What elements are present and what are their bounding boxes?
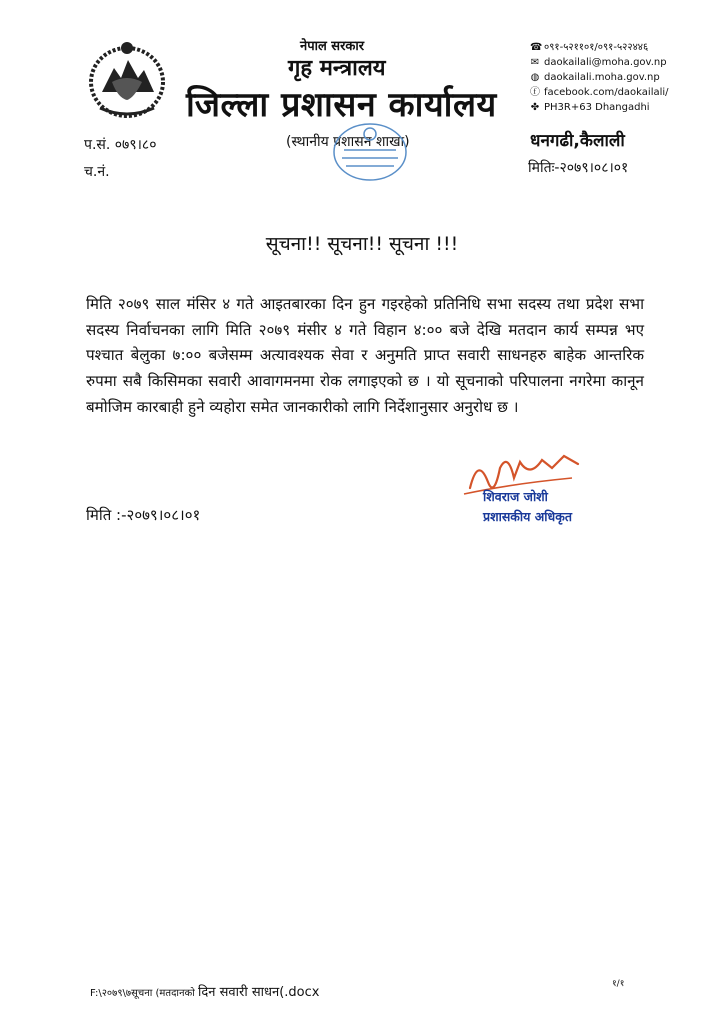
contact-list bbox=[530, 40, 669, 115]
notice-date: मिति :-२०७९।०८।०१ bbox=[86, 506, 201, 524]
contact-text: PH3R+63 Dhangadhi bbox=[544, 102, 650, 113]
office-name: जिल्ला प्रशासन कार्यालय bbox=[186, 85, 497, 125]
signer-name: शिवराज जोशी bbox=[483, 489, 548, 504]
contact-facebook bbox=[530, 85, 669, 100]
web-icon: ◍ bbox=[530, 72, 540, 83]
signer-title: प्रशासकीय अधिकृत bbox=[483, 509, 572, 524]
contact-text: daokailali.moha.gov.np bbox=[544, 72, 660, 83]
branch-name: (स्थानीय प्रशासन शाखा) bbox=[286, 134, 410, 150]
file-path-name: दिन सवारी साधन(.docx bbox=[198, 985, 320, 1000]
contact-email bbox=[530, 55, 669, 70]
notice-body: मिति २०७९ साल मंसिर ४ गते आइतबारका दिन हुन गइरहेको प्रतिनिधि सभा सदस्य तथा प्रदेश सभा सदस्य निर्वाचनका लागि मिति २०७९ मंसीर ४ गते विहान ४:०० बजे देखि मतदान कार्य सम्पन्न भए पश्चात बेलुका ७:०० बजेसम्म अत्यावश्यक सेवा र अनुमति प्राप्त सवारी साधनहरु बाहेक आन्तरिक रुपमा सबै किसिमका सवारी आवागमनमा रोक लगाइएको छ । यो सूचनाको परिपालना नगरेमा कानून बमोजिम कारबाही हुने व्यहोरा समेत जानकारीको लागि निर्देशानुसार अनुरोध छ । bbox=[86, 295, 644, 416]
ministry-name: गृह मन्त्रालय bbox=[288, 56, 386, 81]
office-stamp bbox=[330, 120, 410, 184]
facebook-icon: ⓕ bbox=[530, 87, 540, 98]
file-path-prefix: F:\२०७९\७सूचना (मतदानको bbox=[90, 988, 195, 999]
office-location: धनगढी,कैलाली bbox=[530, 131, 625, 151]
file-path bbox=[90, 982, 319, 1000]
contact-text: ०९१-५२११०१/०९१-५२२४४६ bbox=[544, 42, 649, 53]
letter-date: मितिः-२०७९।०८।०१ bbox=[528, 160, 629, 176]
phone-icon: ☎ bbox=[530, 42, 543, 53]
contact-phone bbox=[530, 40, 669, 55]
contact-text: daokailali@moha.gov.np bbox=[544, 57, 667, 68]
plus-code-icon: ✤ bbox=[530, 102, 540, 113]
reference-number: प.सं. ०७९।८० bbox=[84, 137, 157, 153]
nepal-emblem bbox=[88, 38, 166, 120]
government-name: नेपाल सरकार bbox=[300, 39, 365, 54]
notice-heading: सूचना!! सूचना!! सूचना !!! bbox=[265, 233, 459, 255]
email-icon: ✉ bbox=[530, 57, 540, 68]
contact-text: facebook.com/daokailali/ bbox=[544, 87, 669, 98]
contact-plus-code bbox=[530, 100, 669, 115]
contact-website bbox=[530, 70, 669, 85]
page-number: १/१ bbox=[612, 979, 625, 989]
dispatch-number: च.नं. bbox=[84, 164, 110, 180]
